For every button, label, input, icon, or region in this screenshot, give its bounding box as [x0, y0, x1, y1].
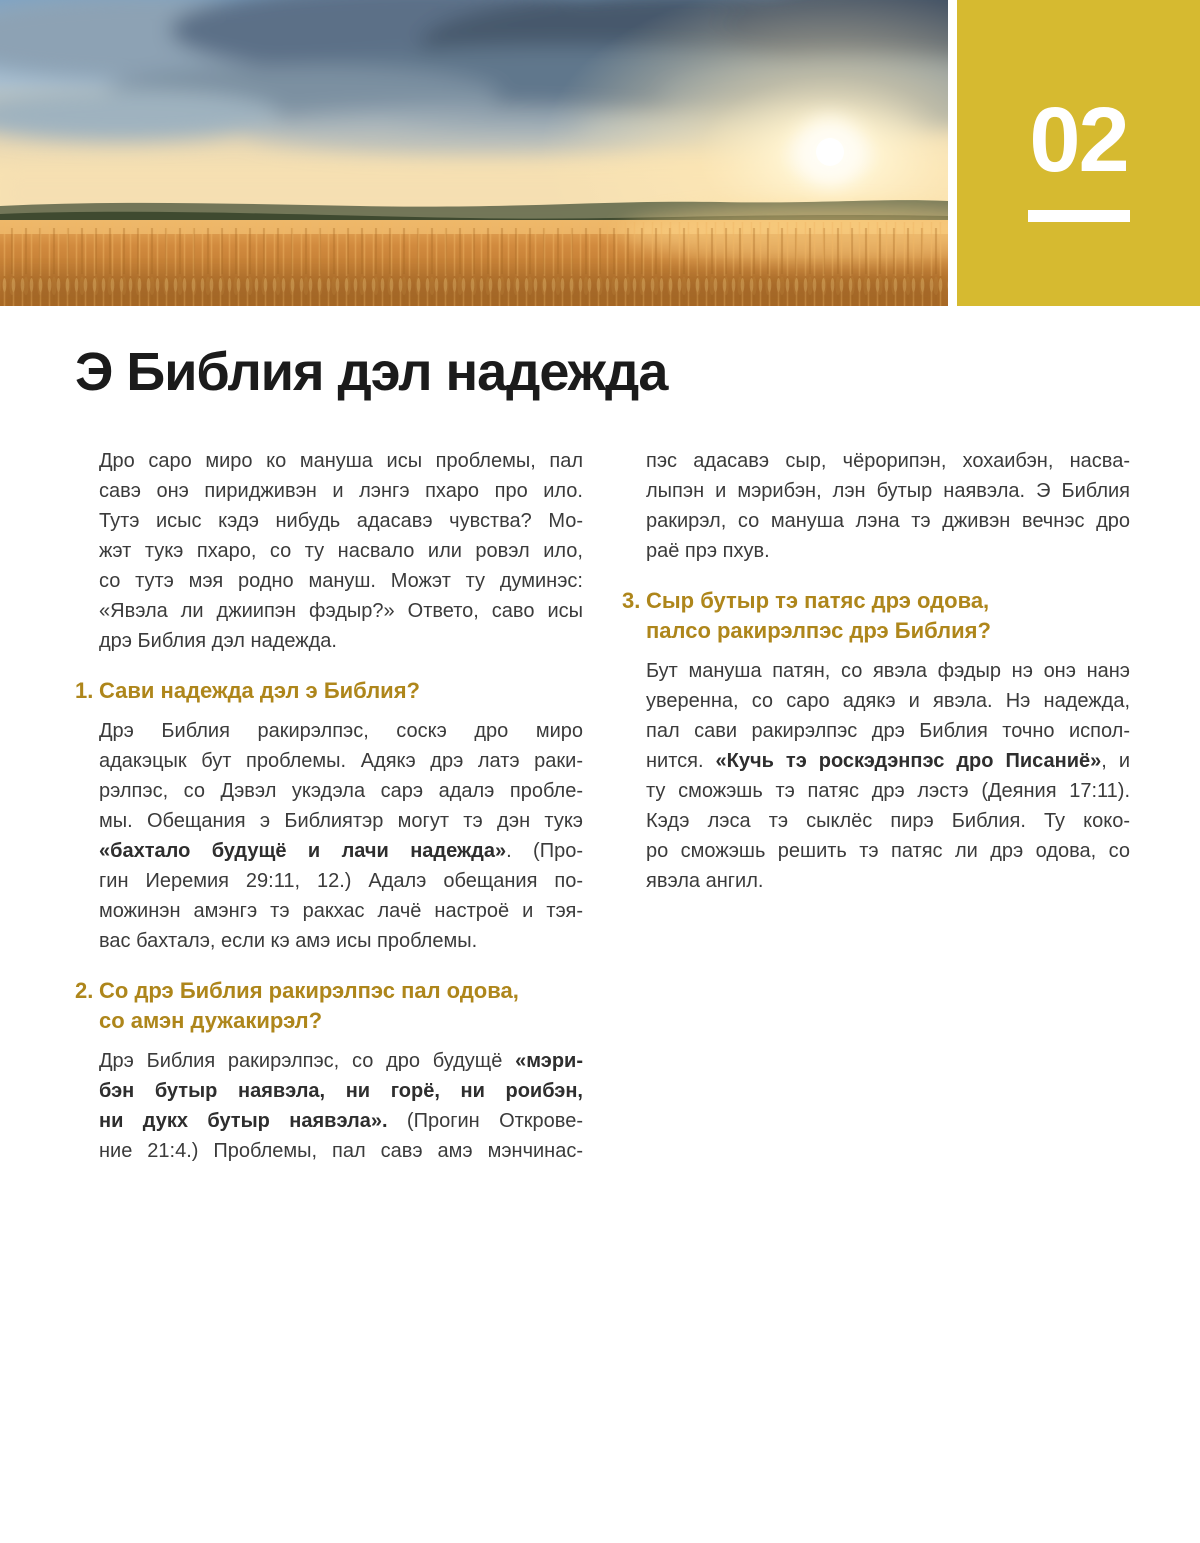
text-segment: ние 21:4.) Проблемы, пал савэ амэ мэнчинас-	[99, 1140, 583, 1162]
paragraph	[646, 656, 1130, 896]
paragraph	[99, 1046, 583, 1166]
text-line	[646, 866, 1130, 896]
text-segment: адакэцык бут проблемы. Адякэ дрэ латэ раки-	[99, 750, 583, 772]
text-line	[99, 926, 583, 956]
section-heading-text	[99, 976, 587, 1036]
section-number: 2.	[75, 978, 94, 1003]
text-segment: (Прогин Открове-	[387, 1110, 583, 1132]
text-segment: . (Про-	[506, 840, 583, 862]
text-line	[646, 476, 1130, 506]
text-segment: пэс адасавэ сыр, чёрорипэн, хохаибэн, насва-	[646, 450, 1130, 472]
text-segment: уверенна, со саро адякэ и явэла. Нэ надежда,	[646, 690, 1130, 712]
section-heading	[75, 976, 587, 1036]
text-segment: мы. Обещания э Библиятэр могут тэ дэн тукэ	[99, 810, 583, 832]
text-segment: дрэ Библия дэл надежда.	[99, 630, 337, 652]
text-line	[99, 806, 583, 836]
text-line	[646, 716, 1130, 746]
text-segment: Кэдэ лэса тэ сыклёс пирэ Библия. Ту коко-	[646, 810, 1130, 832]
text-line	[646, 656, 1130, 686]
section-heading	[75, 676, 587, 706]
text-line	[99, 506, 583, 536]
text-segment: Бут мануша патян, со явэла фэдыр нэ онэ нанэ	[646, 660, 1130, 682]
text-segment: явэла ангил.	[646, 870, 764, 892]
text-line	[99, 746, 583, 776]
section-number: 3.	[622, 588, 641, 613]
text-line	[99, 836, 583, 866]
text-segment: раё прэ пхув.	[646, 540, 770, 562]
bold-text-segment: бэн бутыр наявэла, ни горё, ни роибэн,	[99, 1080, 583, 1102]
text-line	[99, 1076, 583, 1106]
paragraph	[646, 446, 1130, 566]
chapter-number-underline	[1028, 210, 1130, 222]
section-number: 1.	[75, 678, 94, 703]
text-segment: жэт тукэ пхаро, со ту насвало или ровэл ило,	[99, 540, 583, 562]
text-segment: нится.	[646, 750, 716, 772]
text-line	[99, 446, 583, 476]
text-segment: Тутэ исыс кэдэ нибудь адасавэ чувства? Мо-	[99, 510, 583, 532]
section-heading-line: Со дрэ Библия ракирэлпэс пал одова,	[99, 978, 519, 1003]
text-segment: ту сможэшь тэ патяс дрэ лэстэ (Деяния 17:11).	[646, 780, 1130, 802]
text-segment: ракирэл, со мануша лэна тэ дживэн вечнэс дро	[646, 510, 1130, 532]
section-heading-line: со амэн дужакирэл?	[99, 1008, 323, 1033]
text-line	[99, 536, 583, 566]
wheat-field-sunset-photo	[0, 0, 948, 306]
section-heading-line: палсо ракирэлпэс дрэ Библия?	[646, 618, 991, 643]
text-segment: ро сможэшь решить тэ патяс ли дрэ одова, со	[646, 840, 1130, 862]
text-segment: пал сави ракирэлпэс дрэ Библия точно испол-	[646, 720, 1130, 742]
right-column	[622, 446, 1134, 896]
text-line	[99, 1046, 583, 1076]
wheat-field-sunset-art	[0, 0, 948, 306]
section-heading-line: Сави надежда дэл э Библия?	[99, 678, 420, 703]
text-line	[646, 776, 1130, 806]
text-line	[646, 746, 1130, 776]
section-heading-text	[99, 676, 587, 706]
bold-text-segment: ни дукх бутыр наявэла».	[99, 1110, 388, 1132]
chapter-number: 02	[1029, 89, 1128, 191]
bold-text-segment: «бахтало будущё и лачи надежда»	[99, 840, 507, 862]
text-segment: со тутэ мэя родно мануш. Можэт ту думинэс:	[99, 570, 583, 592]
chapter-number-block	[957, 0, 1200, 306]
page-title: Э Библия дэл надежда	[75, 342, 668, 402]
text-line	[99, 476, 583, 506]
text-segment: рэлпэс, со Дэвэл укэдэла сарэ адалэ пробле-	[99, 780, 583, 802]
text-segment: вас бахталэ, если кэ амэ исы проблемы.	[99, 930, 478, 952]
foreground-shadow	[0, 272, 948, 306]
text-line	[646, 806, 1130, 836]
text-line	[99, 566, 583, 596]
text-line	[646, 836, 1130, 866]
bold-text-segment: «мэри-	[515, 1050, 583, 1072]
text-line	[99, 776, 583, 806]
text-line	[646, 446, 1130, 476]
text-line	[99, 1106, 583, 1136]
left-column	[75, 446, 587, 1166]
text-line	[99, 596, 583, 626]
text-segment: Дро саро миро ко мануша исы проблемы, пал	[99, 450, 583, 472]
text-segment: можинэн амэнгэ тэ ракхас лачё настроё и тэя-	[99, 900, 583, 922]
text-line	[646, 686, 1130, 716]
text-line	[99, 626, 583, 656]
text-line	[99, 866, 583, 896]
section-heading-text	[646, 586, 1134, 646]
text-segment: Дрэ Библия ракирэлпэс, соскэ дро миро	[99, 720, 583, 742]
section-heading	[622, 586, 1134, 646]
section-heading-line: Сыр бутыр тэ патяс дрэ одова,	[646, 588, 990, 613]
text-line	[99, 1136, 583, 1166]
text-segment: Дрэ Библия ракирэлпэс, со дро будущё	[99, 1050, 516, 1072]
text-segment: лыпэн и мэрибэн, лэн бутыр наявэла. Э Библия	[646, 480, 1130, 502]
paragraph	[99, 446, 583, 656]
text-segment: гин Иеремия 29:11, 12.) Адалэ обещания по-	[99, 870, 583, 892]
text-segment: , и	[1101, 750, 1130, 772]
text-line	[646, 506, 1130, 536]
text-segment: «Явэла ли джиипэн фэдыр?» Ответо, саво исы	[99, 600, 583, 622]
paragraph	[99, 716, 583, 956]
text-line	[646, 536, 1130, 566]
text-line	[99, 716, 583, 746]
text-segment: савэ онэ пиридживэн и лэнгэ пхаро про ило.	[99, 480, 583, 502]
sun-core	[816, 138, 844, 166]
bold-text-segment: «Кучь тэ роскэдэнпэс дро Писаниё»	[715, 750, 1102, 772]
text-line	[99, 896, 583, 926]
